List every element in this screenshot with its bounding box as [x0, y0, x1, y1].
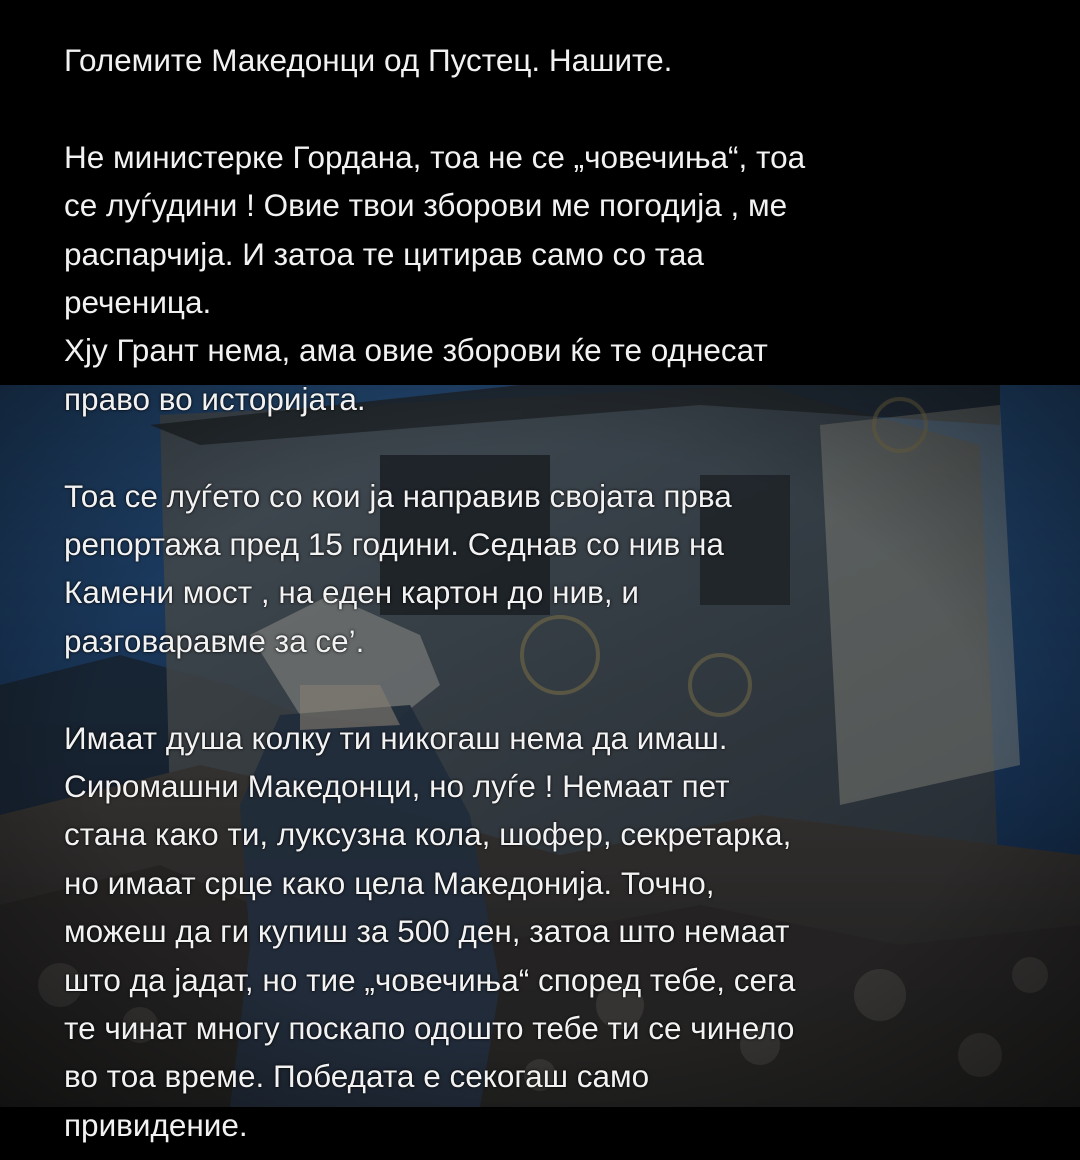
text-line: се луѓудини ! Овие твои зборови ме погодија , ме: [64, 187, 788, 224]
paragraph-gap: [64, 84, 1054, 132]
text-line: распарчија. И затоа те цитирав само со таа: [64, 235, 704, 272]
paragraph: [64, 472, 1054, 666]
paragraph: [64, 714, 1054, 1150]
text-line: Големите Македонци од Пустец. Нашите.: [64, 42, 673, 78]
text-line: можеш да ги купиш за 500 ден, затоа што немаат: [64, 913, 790, 950]
paragraph-title: [64, 36, 1054, 84]
text-line: Имаат душа колку ти никогаш нема да имаш.: [64, 719, 728, 756]
text-line: репортажа пред 15 години. Седнав со нив на: [64, 526, 724, 563]
text-line: те чинат многу поскапо одошто тебе ти се чинело: [64, 1010, 795, 1047]
text-line: Тоа се луѓето со кои ја направив својата прва: [64, 477, 732, 514]
text-line: разговаравме за се’.: [64, 622, 365, 659]
text-line: реченица.: [64, 284, 212, 321]
post-text: [64, 36, 1054, 1149]
text-line: право во историјата.: [64, 380, 366, 417]
text-line: Не министерке Гордана, тоа не се „човечиња“, тоа: [64, 138, 806, 175]
text-line: Камени мост , на еден картон до нив, и: [64, 574, 639, 611]
text-line: што да јадат, но тие „човечиња“ според тебе, сега: [64, 961, 796, 998]
text-line: но имаат срце како цела Македонија. Точно,: [64, 864, 715, 901]
text-line: привидение.: [64, 1106, 248, 1143]
text-line: Хју Грант нема, ама овие зборови ќе те однесат: [64, 332, 768, 369]
text-line: стана како ти, луксузна кола, шофер, секретарка,: [64, 816, 792, 853]
text-line: Сиромашни Македонци, но луѓе ! Немаат пет: [64, 768, 730, 805]
paragraph-gap: [64, 665, 1054, 713]
text-line: во тоа време. Победата е секогаш само: [64, 1058, 650, 1095]
paragraph-gap: [64, 423, 1054, 471]
paragraph: [64, 133, 1054, 423]
